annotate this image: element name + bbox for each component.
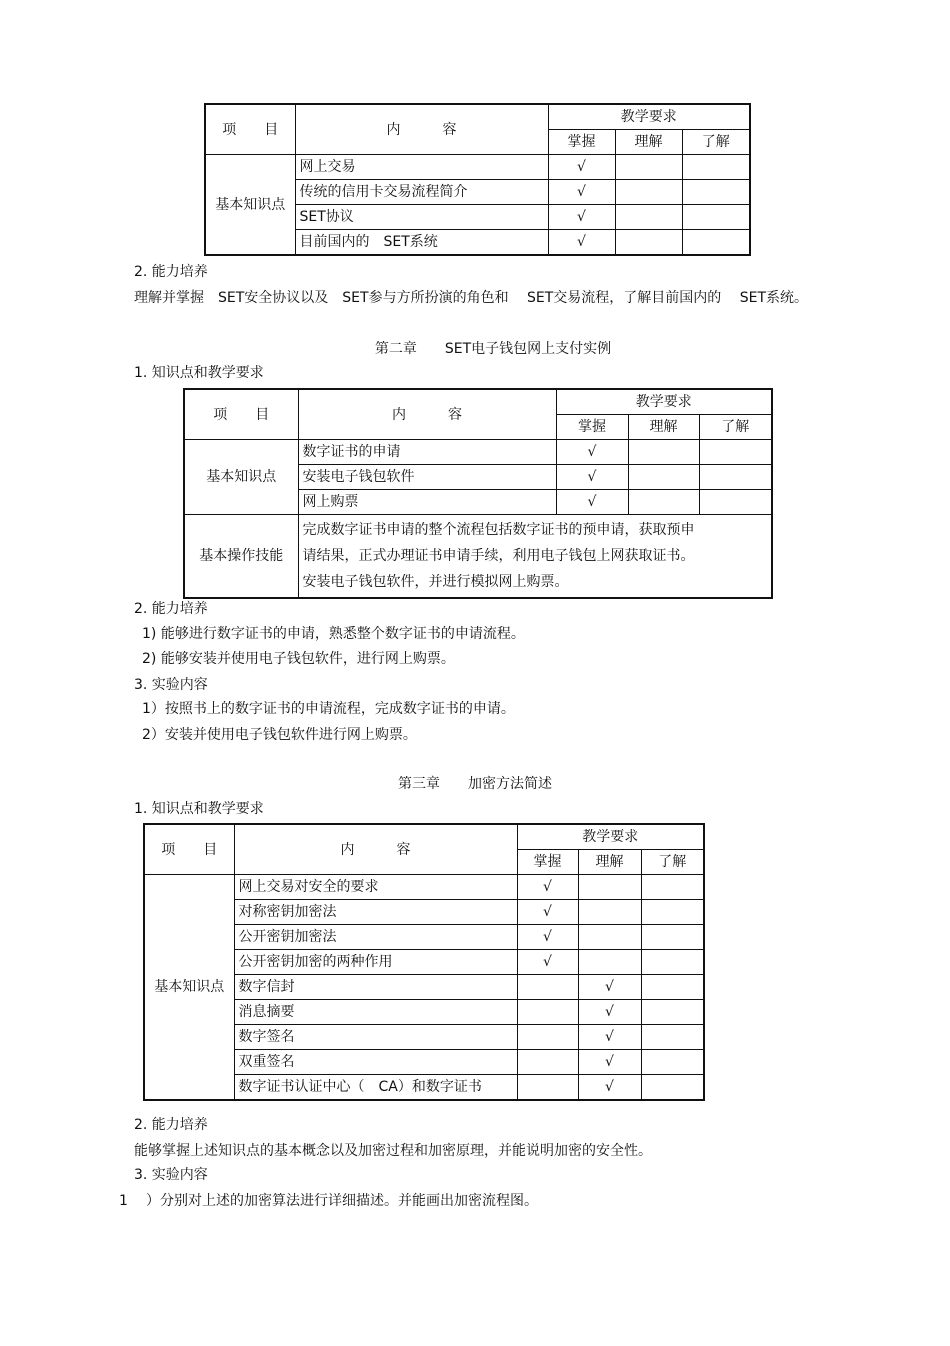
header-requirement: 教学要求 — [517, 824, 704, 850]
content-cell: 双重签名 — [234, 1050, 517, 1075]
check-mark: √ — [578, 1075, 641, 1101]
content-cell: 数字证书认证中心（ CA）和数字证书 — [234, 1075, 517, 1101]
operation-line: 安装电子钱包软件，并进行模拟网上购票。 — [302, 574, 569, 590]
s3-kp-title: 1. 知识点和教学要求 — [134, 801, 264, 817]
s2-ability-item: 1) 能够进行数字证书的申请，熟悉整个数字证书的申请流程。 — [142, 626, 525, 642]
knowledge-table-1 — [204, 103, 751, 256]
content-cell: 公开密钥加密法 — [234, 925, 517, 950]
category-cell: 基本知识点 — [144, 875, 234, 1101]
header-master: 掌握 — [556, 415, 628, 440]
category-cell: 基本操作技能 — [184, 515, 298, 599]
operation-skill-cell — [298, 515, 772, 599]
content-cell: 传统的信用卡交易流程简介 — [295, 180, 548, 205]
s2-kp-title: 1. 知识点和教学要求 — [134, 365, 264, 381]
check-mark: √ — [517, 950, 578, 975]
knowledge-table-2 — [183, 388, 773, 599]
header-content: 内 容 — [298, 389, 556, 440]
category-cell: 基本知识点 — [205, 155, 295, 256]
content-cell: 消息摘要 — [234, 1000, 517, 1025]
operation-line: 请结果，正式办理证书申请手续，利用电子钱包上网获取证书。 — [302, 548, 695, 564]
check-mark: √ — [578, 1025, 641, 1050]
content-cell: 数字签名 — [234, 1025, 517, 1050]
check-mark: √ — [548, 180, 615, 205]
content-cell: 对称密钥加密法 — [234, 900, 517, 925]
category-cell: 基本知识点 — [184, 440, 298, 515]
check-mark: √ — [556, 465, 628, 490]
check-mark: √ — [548, 230, 615, 256]
header-master: 掌握 — [517, 850, 578, 875]
s1-ability-text: 理解并掌握 SET安全协议以及 SET参与方所扮演的角色和 SET交易流程，了解目前国内的 SET系统。 — [134, 290, 809, 306]
s3-ability-text: 能够掌握上述知识点的基本概念以及加密过程和加密原理，并能说明加密的安全性。 — [134, 1143, 652, 1159]
header-know: 了解 — [682, 130, 750, 155]
header-understand: 理解 — [628, 415, 699, 440]
s2-lab-item: 1）按照书上的数字证书的申请流程，完成数字证书的申请。 — [142, 701, 515, 717]
s2-ability-item: 2) 能够安装并使用电子钱包软件，进行网上购票。 — [142, 651, 455, 667]
check-mark: √ — [517, 925, 578, 950]
check-mark: √ — [578, 1050, 641, 1075]
content-cell: 目前国内的 SET系统 — [295, 230, 548, 256]
s3-lab-item-text: ）分别对上述的加密算法进行详细描述。并能画出加密流程图。 — [146, 1193, 538, 1209]
header-content: 内 容 — [234, 824, 517, 875]
check-mark: √ — [556, 440, 628, 465]
chapter-2-title: 第二章 SET电子钱包网上支付实例 — [374, 341, 612, 357]
table-row — [205, 155, 750, 180]
check-mark: √ — [548, 205, 615, 230]
content-cell: 安装电子钱包软件 — [298, 465, 556, 490]
header-understand: 理解 — [615, 130, 682, 155]
header-item: 项 目 — [144, 824, 234, 875]
header-understand: 理解 — [578, 850, 641, 875]
header-content: 内 容 — [295, 104, 548, 155]
s3-lab-title: 3. 实验内容 — [134, 1167, 208, 1183]
header-requirement: 教学要求 — [548, 104, 750, 130]
content-cell: 网上购票 — [298, 490, 556, 515]
content-cell: SET协议 — [295, 205, 548, 230]
s2-lab-item: 2）安装并使用电子钱包软件进行网上购票。 — [142, 727, 417, 743]
header-requirement: 教学要求 — [556, 389, 772, 415]
check-mark: √ — [556, 490, 628, 515]
operation-line: 完成数字证书申请的整个流程包括数字证书的预申请，获取预申 — [302, 522, 695, 538]
check-mark: √ — [548, 155, 615, 180]
table-row — [144, 875, 704, 900]
content-cell: 公开密钥加密的两种作用 — [234, 950, 517, 975]
table-row — [184, 440, 772, 465]
s3-lab-item-number: 1 — [119, 1193, 128, 1209]
chapter-3-title: 第三章 加密方法简述 — [398, 776, 552, 792]
check-mark: √ — [578, 1000, 641, 1025]
content-cell: 网上交易 — [295, 155, 548, 180]
content-cell: 数字证书的申请 — [298, 440, 556, 465]
s2-ability-title: 2. 能力培养 — [134, 601, 208, 617]
s3-ability-title: 2. 能力培养 — [134, 1117, 208, 1133]
header-know: 了解 — [699, 415, 772, 440]
check-mark: √ — [517, 875, 578, 900]
content-cell: 网上交易对安全的要求 — [234, 875, 517, 900]
table-row — [184, 515, 772, 599]
content-cell: 数字信封 — [234, 975, 517, 1000]
check-mark: √ — [578, 975, 641, 1000]
knowledge-table-3 — [143, 823, 705, 1101]
header-item: 项 目 — [184, 389, 298, 440]
check-mark: √ — [517, 900, 578, 925]
header-know: 了解 — [641, 850, 704, 875]
s2-lab-title: 3. 实验内容 — [134, 677, 208, 693]
header-item: 项 目 — [205, 104, 295, 155]
header-master: 掌握 — [548, 130, 615, 155]
s1-ability-title: 2. 能力培养 — [134, 264, 208, 280]
